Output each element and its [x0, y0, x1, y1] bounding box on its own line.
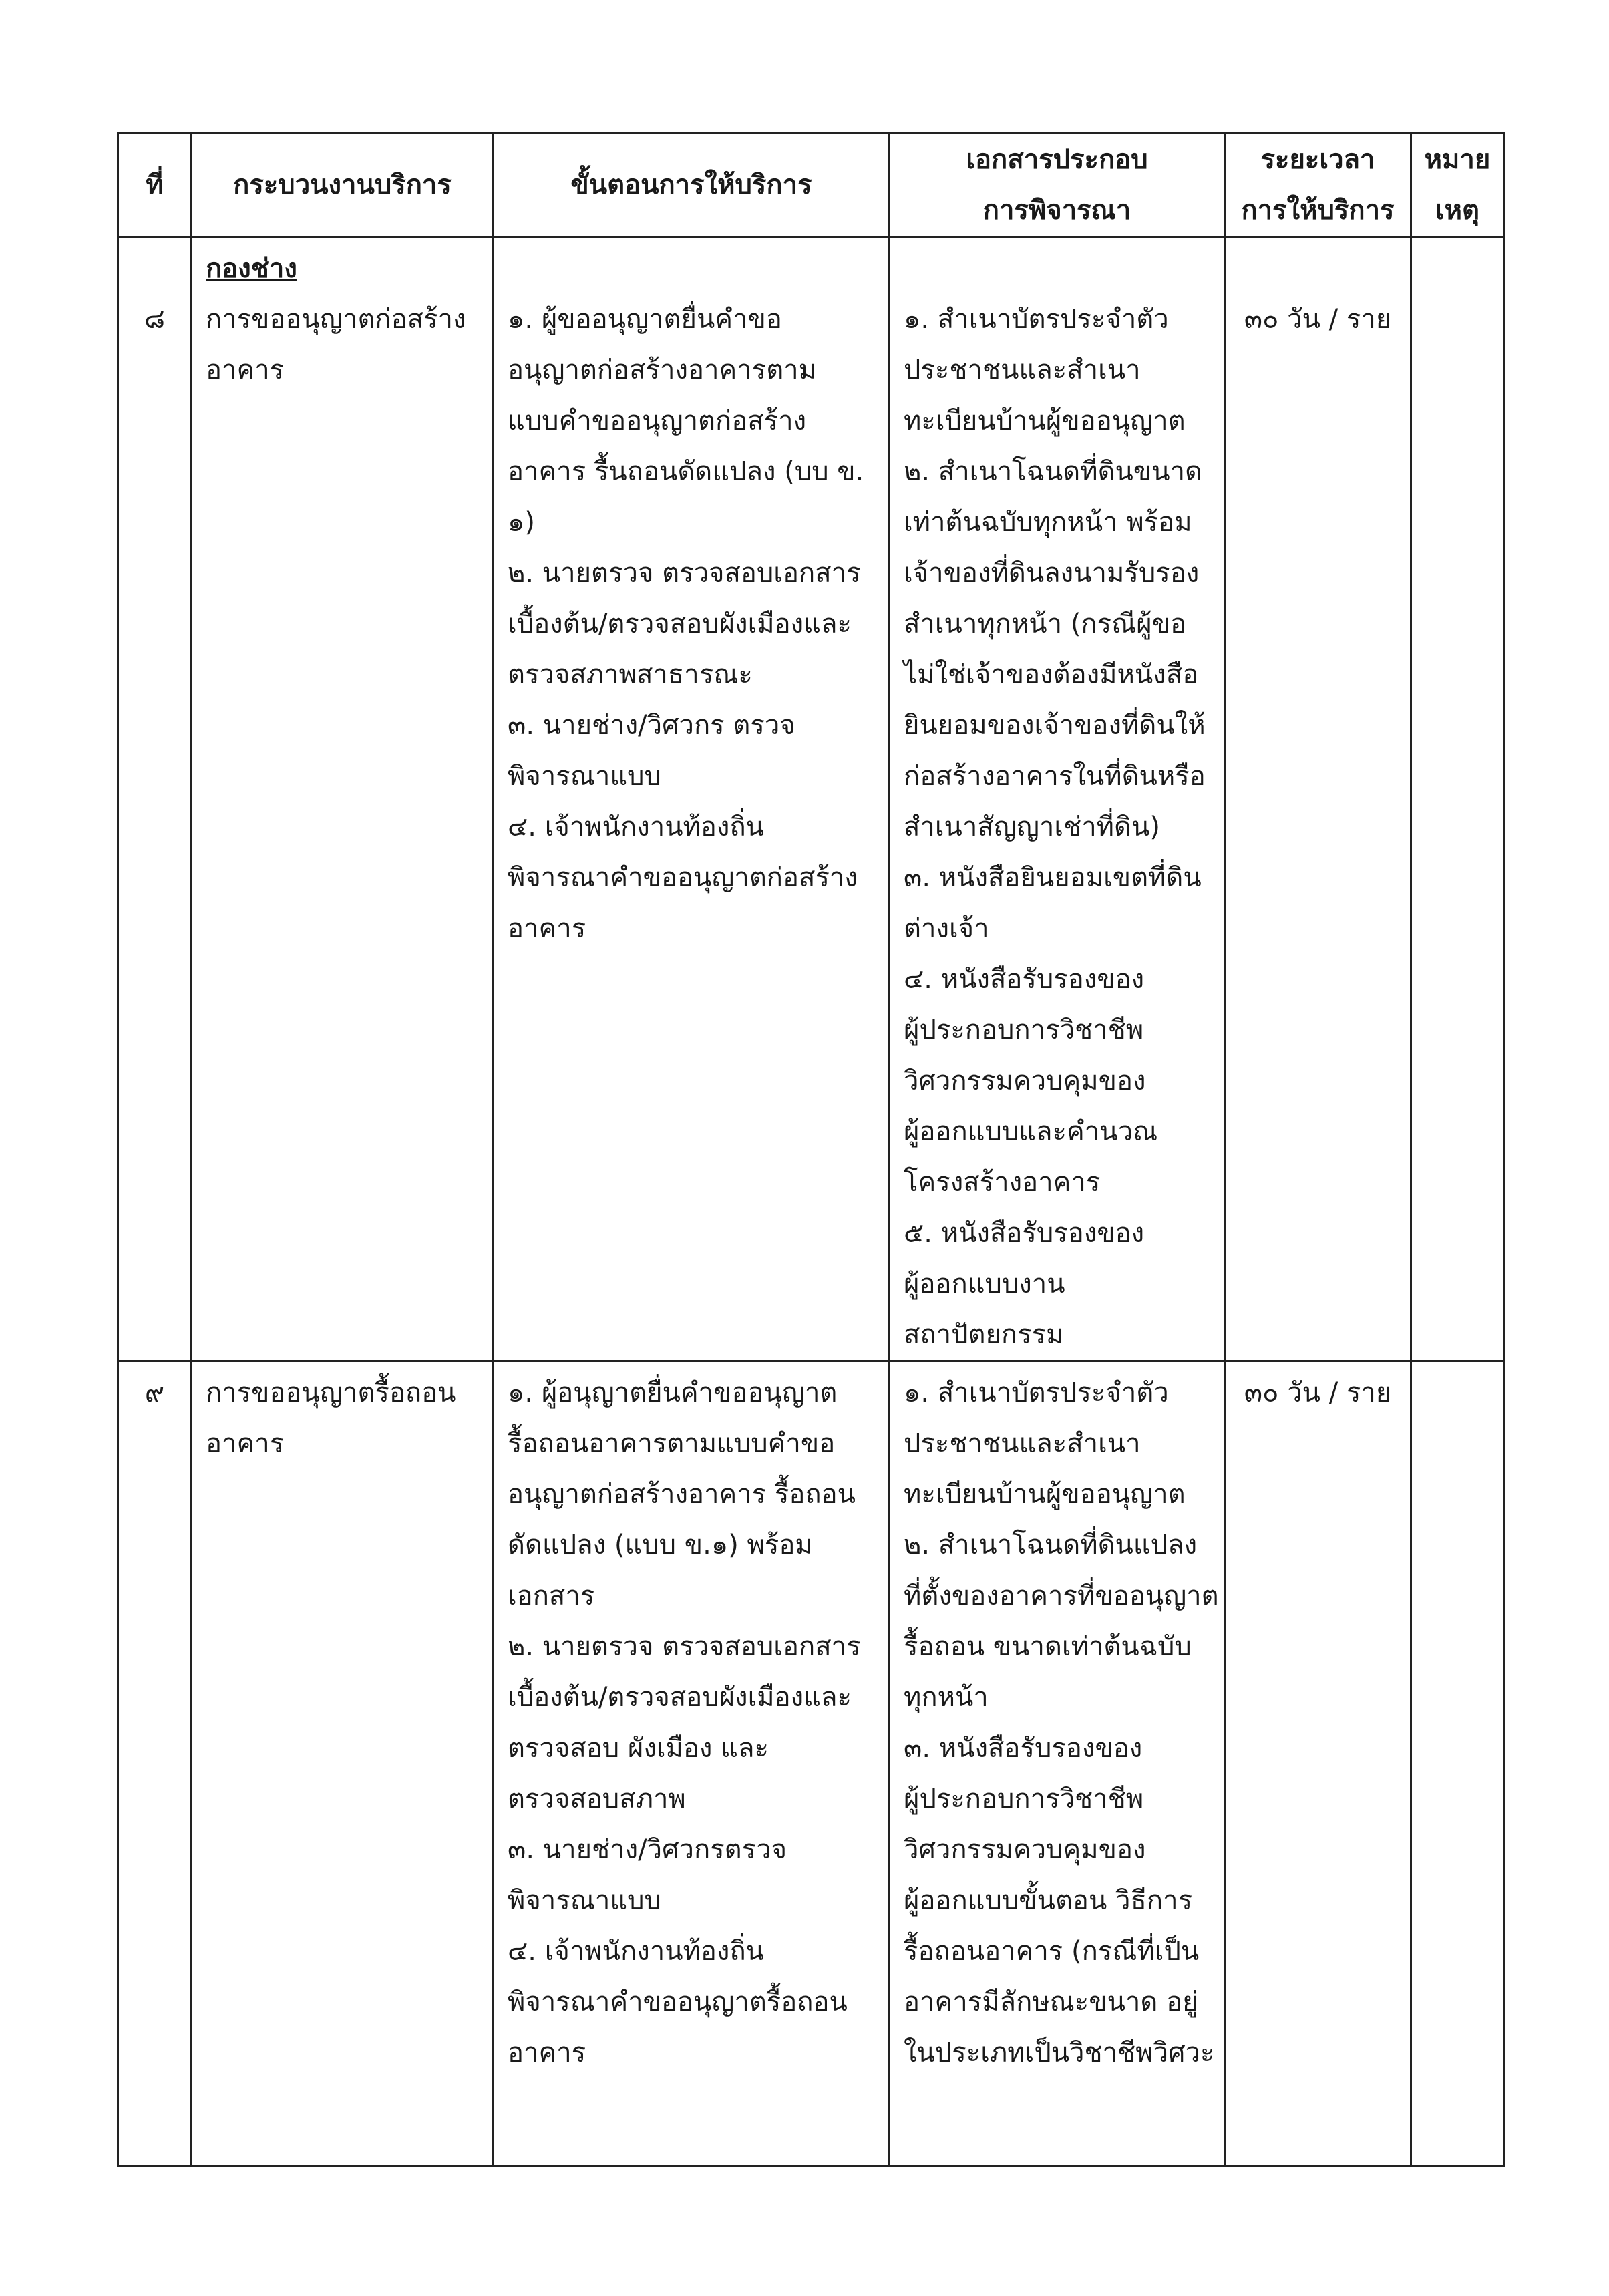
documents-list: ๑. สำเนาบัตรประจำตัว ประชาชนและสำเนา ทะเบียนบ้านผู้ขออนุญาต ๒. สำเนาโฉนดที่ดินแปลง ที่ตั้งของอาคารที่ขออนุญาต รื้อถอน ขนาดเท่าต้นฉบับ ทุกหน้า ๓. หนังสือรับรองของ ผู้ประกอบการวิชาชีพ วิศวกรรมควบคุมของ ผู้ออกแบบขั้นตอน วิธีการ รื้อถอนอาคาร (กรณีที่เป็น อาคารมีลักษณะขนาด อยู่ ในประเภทเป็นวิชาชีพวิศวะ	[904, 1377, 1219, 2068]
documents-list: ๑. สำเนาบัตรประจำตัว ประชาชนและสำเนา ทะเบียนบ้านผู้ขออนุญาต ๒. สำเนาโฉนดที่ดินขนาด เท่าต้นฉบับทุกหน้า พร้อม เจ้าของที่ดินลงนามรับรอง สำเนาทุกหน้า (กรณีผู้ขอ ไม่ใช่เจ้าของต้องมีหนังสือ ยินยอมของเจ้าของที่ดินให้ ก่อสร้างอาคารในที่ดินหรือ สำเนาสัญญาเช่าที่ดิน) ๓. หนังสือยินยอมเขตที่ดิน ต่างเจ้า ๔. หนังสือรับรองของ ผู้ประกอบการวิชาชีพ วิศวกรรมควบคุมของ ผู้ออกแบบและคำนวณ โครงสร้างอาคาร ๕. หนังสือรับรองของ ผู้ออกแบบงาน สถาปัตยกรรม	[904, 304, 1206, 1350]
header-row	[118, 134, 1504, 237]
table-row	[118, 1361, 1504, 2166]
duration-value: ๓๐ วัน / ราย	[1244, 1377, 1392, 1408]
duration-cell	[1225, 237, 1411, 1361]
duration-value: ๓๐ วัน / ราย	[1244, 304, 1392, 335]
steps-cell	[494, 1361, 890, 2166]
row-number: ๘	[144, 304, 165, 335]
remarks-cell	[1411, 237, 1504, 1361]
steps-list: ๑. ผู้อนุญาตยื่นคำขออนุญาต รื้อถอนอาคารตามแบบคำขอ อนุญาตก่อสร้างอาคาร รื้อถอน ดัดแปลง (แบบ ข.๑) พร้อม เอกสาร ๒. นายตรวจ ตรวจสอบเอกสาร เบื้องต้น/ตรวจสอบผังเมืองและ ตรวจสอบ ผังเมือง และ ตรวจสอบสภาพ ๓. นายช่าง/วิศวกรตรวจ พิจารณาแบบ ๔. เจ้าพนักงานท้องถิ่น พิจารณาคำขออนุญาตรื้อถอน อาคาร	[508, 1377, 861, 2068]
remarks-cell	[1411, 1361, 1504, 2166]
service-procedures-table	[117, 132, 1505, 2167]
service-cell: กองช่าง การขออนุญาตก่อสร้าง อาคาร	[192, 237, 494, 1361]
row-number-cell	[118, 237, 192, 1361]
documents-cell	[890, 1361, 1225, 2166]
steps-list: ๑. ผู้ขออนุญาตยื่นคำขอ อนุญาตก่อสร้างอาคารตาม แบบคำขออนุญาตก่อสร้าง อาคาร รื้นถอนดัดแปลง (บบ ข. ๑) ๒. นายตรวจ ตรวจสอบเอกสาร เบื้องต้น/ตรวจสอบผังเมืองและ ตรวจสภาพสาธารณะ ๓. นายช่าง/วิศวกร ตรวจ พิจารณาแบบ ๔. เจ้าพนักงานท้องถิ่น พิจารณาคำขออนุญาตก่อสร้าง อาคาร	[508, 304, 864, 944]
row-number-cell	[118, 1361, 192, 2166]
table-row	[118, 237, 1504, 1361]
header-steps: ขั้นตอนการให้บริการ	[494, 134, 890, 237]
header-duration: ระยะเวลา การให้บริการ	[1225, 134, 1411, 237]
steps-cell	[494, 237, 890, 1361]
header-remarks: หมาย เหตุ	[1411, 134, 1504, 237]
department-label: กองช่าง	[206, 253, 297, 284]
header-documents: เอกสารประกอบ การพิจารณา	[890, 134, 1225, 237]
service-cell: การขออนุญาตรื้อถอน อาคาร	[192, 1361, 494, 2166]
header-number: ที่	[118, 134, 192, 237]
header-service: กระบวนงานบริการ	[192, 134, 494, 237]
documents-cell	[890, 237, 1225, 1361]
row-number: ๙	[144, 1377, 165, 1408]
duration-cell	[1225, 1361, 1411, 2166]
